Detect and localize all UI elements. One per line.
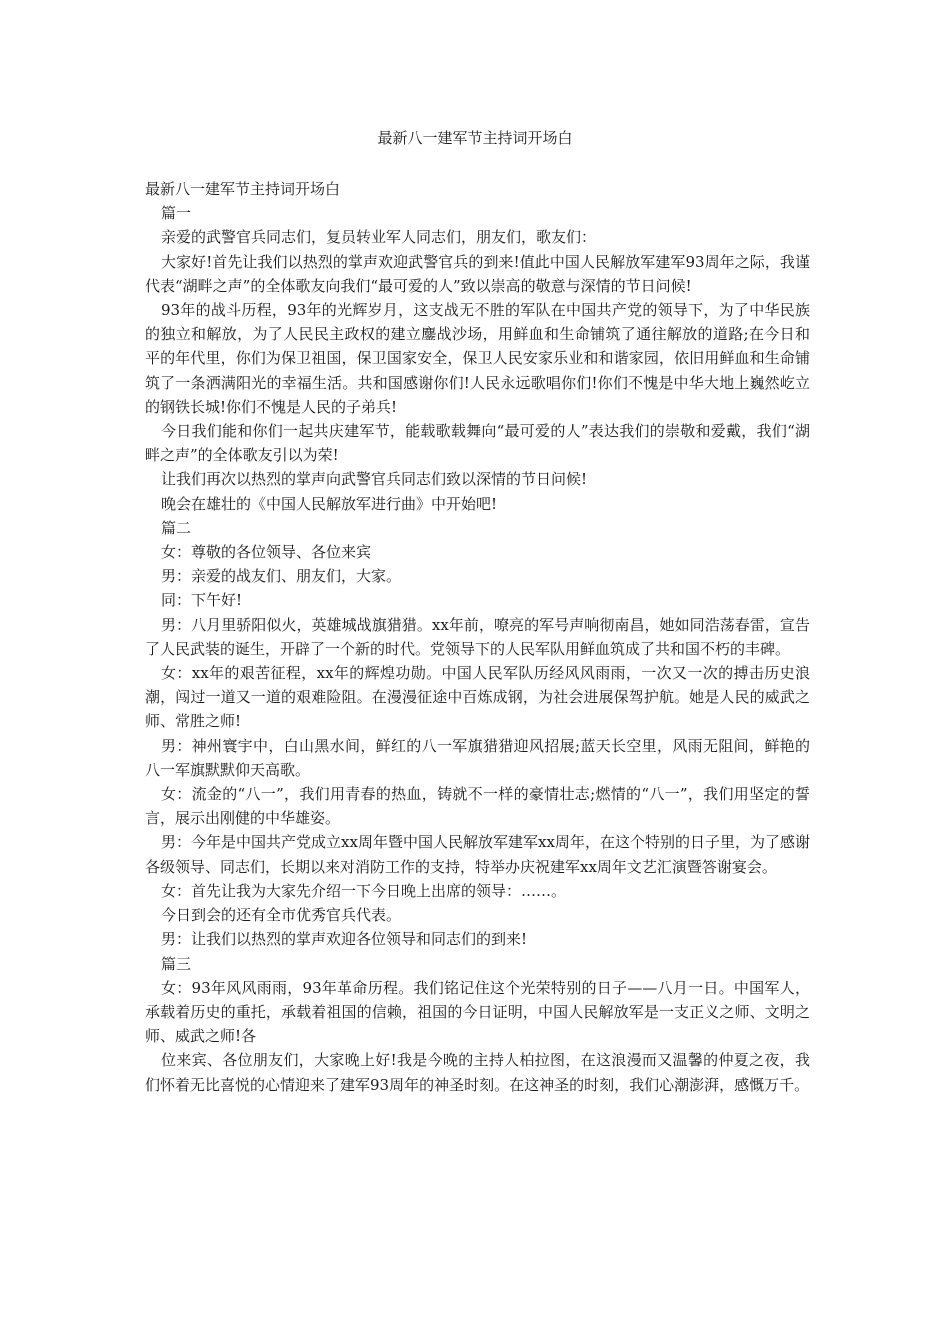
subtitle-line: 最新八一建军节主持词开场白 — [145, 180, 341, 198]
paragraph: 女：首先让我为大家先介绍一下今日晚上出席的领导：……。 — [161, 881, 567, 900]
paragraph: 晚会在雄壮的《中国人民解放军进行曲》中开始吧! — [161, 494, 498, 513]
paragraph: 位来宾、各位朋友们，大家晚上好!我是今晚的主持人柏拉图，在这浪漫而又温馨的仲夏之夜，我们怀着无比喜悦的心情迎来了建军93周年的神圣时刻。在这神圣的时刻，我们心潮澎湃，感慨万千。 — [145, 1051, 810, 1094]
paragraph: 女：xx年的艰苦征程，xx年的辉煌功勋。中国人民军队历经风风雨雨，一次又一次的搏击历史浪潮，闯过一道又一道的艰难险阻。在漫漫征途中百炼成钢，为社会进展保驾护航。她是人民的威武之师、常胜之师! — [145, 664, 810, 731]
paragraph: 让我们再次以热烈的掌声向武警官兵同志们致以深情的节日问候! — [161, 470, 588, 489]
paragraph: 今日我们能和你们一起共庆建军节，能载歌载舞向“最可爱的人”表达我们的崇敬和爱戴，我们“湖畔之声”的全体歌友引以为荣! — [145, 422, 810, 465]
document-title: 最新八一建军节主持词开场白 — [377, 129, 573, 147]
paragraph: 女：流金的“八一”，我们用青春的热血，铸就不一样的豪情壮志;燃情的“八一”，我们用坚定的誓言，展示出刚健的中华雄姿。 — [145, 785, 810, 828]
paragraph: 男：亲爱的战友们、朋友们，大家。 — [161, 567, 402, 586]
paragraph: 今日到会的还有全市优秀官兵代表。 — [161, 906, 402, 925]
paragraph: 93年的战斗历程，93年的光辉岁月，这支战无不胜的军队在中国共产党的领导下，为了中华民族的独立和解放，为了人民民主政权的建立鏖战沙场，用鲜血和生命铺筑了通往解放的道路;在今日和平的年代里，你们为保卫祖国，保卫国家安全，保卫人民安家乐业和和谐家园，依旧用鲜血和生命铺筑了一条洒满阳光的幸福生活。共和国感谢你们!人民永远歌唱你们!你们不愧是中华大地上巍然屹立的钢铁长城!你们不愧是人民的子弟兵! — [145, 301, 810, 416]
paragraph: 女：尊敬的各位领导、各位来宾 — [161, 543, 372, 562]
paragraph: 同：下午好! — [161, 591, 243, 610]
paragraph: 男：今年是中国共产党成立xx周年暨中国人民解放军建军xx周年，在这个特别的日子里，为了感谢各级领导、同志们，长期以来对消防工作的支持，特举办庆祝建军xx周年文艺汇演暨答谢宴会。 — [145, 833, 810, 876]
paragraph: 亲爱的武警官兵同志们，复员转业军人同志们，朋友们，歌友们： — [161, 228, 597, 247]
section-heading-2: 篇二 — [161, 518, 192, 537]
section-heading-3: 篇三 — [161, 954, 192, 973]
section-heading-1: 篇一 — [161, 204, 192, 223]
paragraph: 男：神州寰宇中，白山黑水间，鲜红的八一军旗猎猎迎风招展;蓝天长空里，风雨无阻间，鲜艳的八一军旗默默仰天高歌。 — [145, 736, 810, 779]
document-body — [145, 177, 810, 1097]
paragraph: 男：让我们以热烈的掌声欢迎各位领导和同志们的到来! — [161, 930, 528, 949]
paragraph: 女：93年风风雨雨，93年革命历程。我们铭记住这个光荣特别的日子——八月一日。中国军人，承载着历史的重托，承载着祖国的信赖，祖国的今日证明，中国人民解放军是一支正义之师、文明之师、威武之师!各 — [145, 978, 810, 1046]
paragraph: 男：八月里骄阳似火，英雄城战旗猎猎。xx年前，嘹亮的军号声响彻南昌，她如同浩荡春雷，宣告了人民武装的诞生，开辟了一个新的时代。党领导下的人民军队用鲜血筑成了共和国不朽的丰碑。 — [145, 615, 810, 658]
paragraph: 大家好!首先让我们以热烈的掌声欢迎武警官兵的到来!值此中国人民解放军建军93周年之际，我谨代表“湖畔之声”的全体歌友向我们“最可爱的人”致以崇高的敬意与深情的节日问候! — [145, 252, 810, 295]
